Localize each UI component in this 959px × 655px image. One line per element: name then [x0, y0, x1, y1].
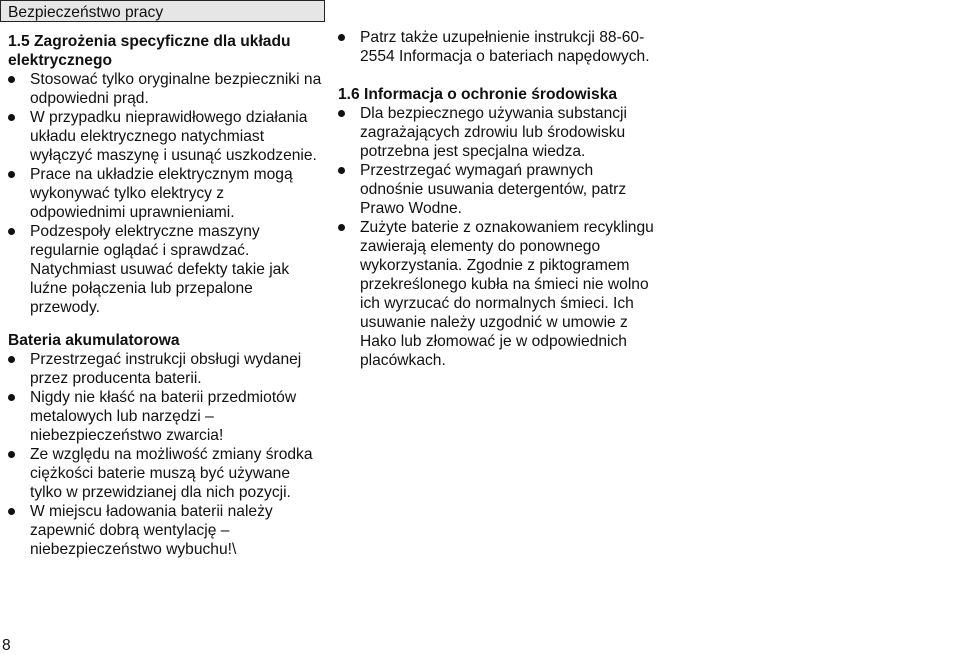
list-item: Zużyte baterie z oznakowaniem recyklingu zawierają elementy do ponownego wykorzystania. Zgodnie z piktogramem przekreślonego kubła na śmieci nie wolno ich wyrzucać do normalnych śmieci. Ich usuwanie należy uzgodnić w umowie z Hako lub złomować je w odpowiednich placówkach. — [338, 218, 658, 370]
left-column — [8, 32, 323, 559]
list-environment — [338, 104, 658, 370]
bullet-icon — [8, 508, 15, 515]
heading-environment: 1.6 Informacja o ochronie środowiska — [338, 86, 618, 103]
list-item: Przestrzegać instrukcji obsługi wydanej przez producenta baterii. — [8, 350, 323, 388]
bullet-icon — [8, 114, 15, 121]
bullet-icon — [338, 167, 345, 174]
list-item: W miejscu ładowania baterii należy zapewnić dobrą wentylację – niebezpieczeństwo wybuchu!\ — [8, 502, 323, 559]
list-item: W przypadku nieprawidłowego działania układu elektrycznego natychmiast wyłączyć maszynę i usunąć uszkodzenie. — [8, 108, 323, 165]
list-item: Stosować tylko oryginalne bezpieczniki na odpowiedni prąd. — [8, 70, 323, 108]
bullet-icon — [8, 228, 15, 235]
list-electrical-hazards — [8, 70, 323, 317]
list-battery-reference — [338, 28, 658, 66]
list-battery — [8, 350, 323, 559]
list-item: Prace na układzie elektrycznym mogą wykonywać tylko elektrycy z odpowiednimi uprawnieniami. — [8, 165, 323, 222]
section-header-title: Bezpieczeństwo pracy — [8, 4, 164, 21]
bullet-icon — [338, 110, 345, 117]
bullet-icon — [8, 76, 15, 83]
bullet-icon — [338, 224, 345, 231]
bullet-icon — [338, 34, 345, 41]
section-header — [0, 0, 325, 22]
right-column — [338, 28, 658, 370]
bullet-icon — [8, 394, 15, 401]
list-item: Ze względu na możliwość zmiany środka ciężkości baterie muszą być używane tylko w przewidzianej dla nich pozycji. — [8, 445, 323, 502]
list-item: Dla bezpiecznego używania substancji zagrażających zdrowiu lub środowisku potrzebna jest specjalna wiedza. — [338, 104, 658, 161]
bullet-icon — [8, 451, 15, 458]
list-item: Patrz także uzupełnienie instrukcji 88-60-2554 Informacja o bateriach napędowych. — [338, 28, 658, 66]
list-item: Przestrzegać wymagań prawnych odnośnie usuwania detergentów, patrz Prawo Wodne. — [338, 161, 658, 218]
page-number: 8 — [2, 637, 11, 654]
list-item: Nigdy nie kłaść na baterii przedmiotów metalowych lub narzędzi – niebezpieczeństwo zwarcia! — [8, 388, 323, 445]
list-item: Podzespoły elektryczne maszyny regularnie oglądać i sprawdzać. Natychmiast usuwać defekty takie jak luźne połączenia lub przepalone przewody. — [8, 222, 323, 317]
heading-electrical-hazards: 1.5 Zagrożenia specyficzne dla układu elektrycznego — [8, 33, 291, 69]
heading-battery: Bateria akumulatorowa — [8, 332, 180, 349]
bullet-icon — [8, 356, 15, 363]
bullet-icon — [8, 171, 15, 178]
